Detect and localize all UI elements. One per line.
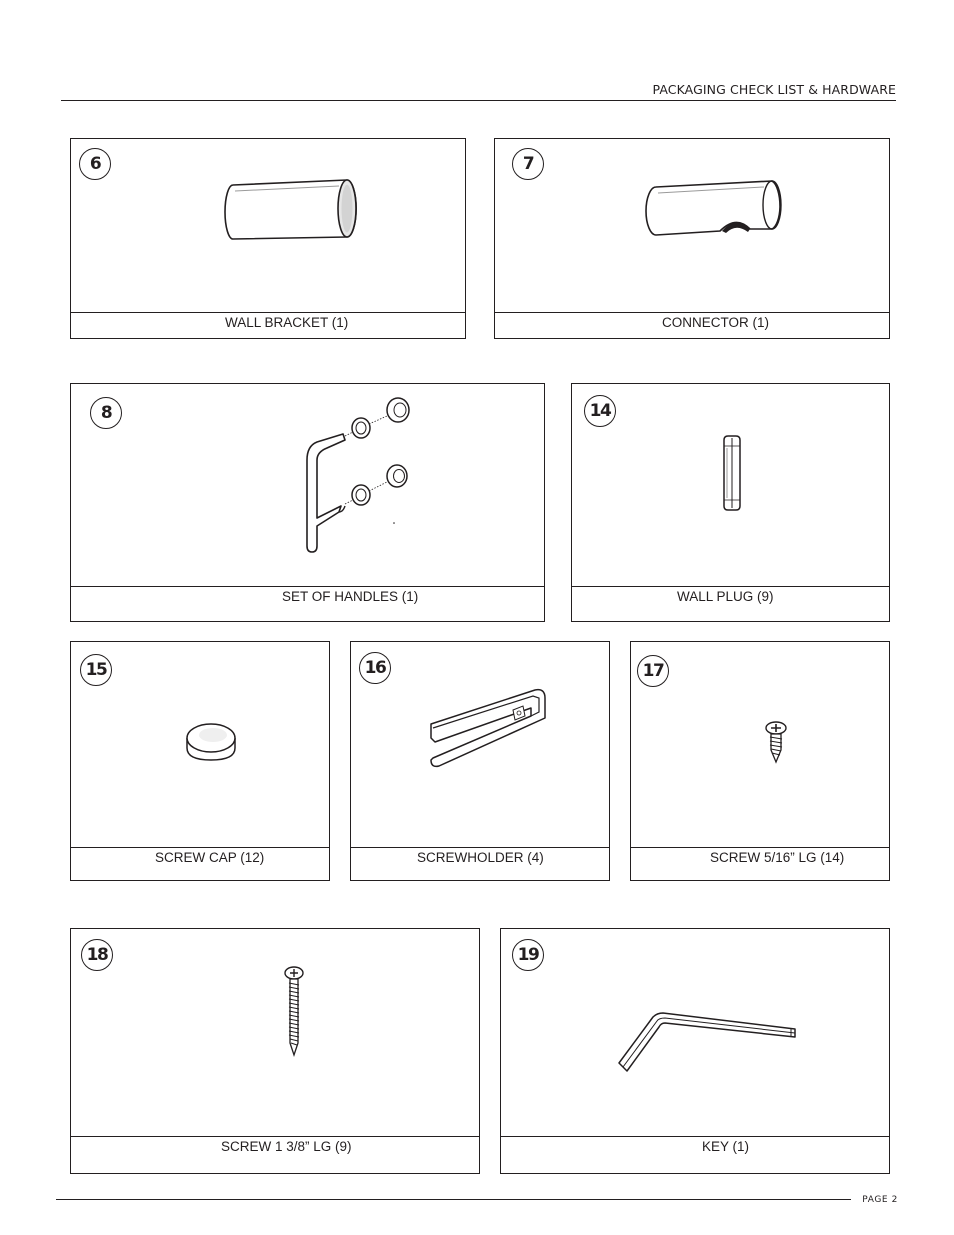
part-number-badge: 6 bbox=[79, 148, 111, 180]
part-card-long-screw bbox=[70, 928, 480, 1174]
handles-icon bbox=[299, 394, 419, 554]
short-screw-icon bbox=[763, 720, 789, 764]
part-card-hex-key bbox=[500, 928, 890, 1174]
part-card-screwholder bbox=[350, 641, 610, 881]
part-card-short-screw bbox=[630, 641, 890, 881]
part-card-screw-cap bbox=[70, 641, 330, 881]
header-divider bbox=[61, 100, 896, 101]
long-screw-icon bbox=[281, 965, 307, 1057]
connector-icon bbox=[640, 177, 800, 243]
hex-key-icon bbox=[615, 1009, 801, 1073]
part-number-badge: 8 bbox=[90, 397, 122, 429]
part-card-handles bbox=[70, 383, 545, 622]
part-card-wall-plug bbox=[571, 383, 890, 622]
part-number-badge: 7 bbox=[512, 148, 544, 180]
part-label: SCREW CAP (12) bbox=[71, 847, 329, 880]
screwholder-icon bbox=[427, 688, 553, 772]
part-label: SCREW 5/16” LG (14) bbox=[631, 847, 889, 880]
part-label: SCREW 1 3/8” LG (9) bbox=[71, 1136, 479, 1173]
screw-cap-icon bbox=[181, 718, 241, 764]
wall-bracket-icon bbox=[221, 175, 361, 245]
page-number: PAGE 2 bbox=[862, 1195, 898, 1205]
part-label: KEY (1) bbox=[501, 1136, 889, 1173]
part-card-wall-bracket bbox=[70, 138, 466, 339]
part-number-badge: 18 bbox=[81, 939, 113, 971]
wall-plug-icon bbox=[720, 434, 744, 514]
part-label: CONNECTOR (1) bbox=[495, 312, 889, 338]
part-card-connector bbox=[494, 138, 890, 339]
part-label: SCREWHOLDER (4) bbox=[351, 847, 609, 880]
part-label: WALL BRACKET (1) bbox=[71, 312, 465, 338]
part-number-badge: 19 bbox=[512, 939, 544, 971]
part-label: SET OF HANDLES (1) bbox=[71, 586, 544, 621]
part-label: WALL PLUG (9) bbox=[572, 586, 889, 621]
part-number-badge: 14 bbox=[584, 395, 616, 427]
part-number-badge: 15 bbox=[80, 654, 112, 686]
footer-divider bbox=[56, 1199, 851, 1200]
part-number-badge: 16 bbox=[359, 652, 391, 684]
page-header-title: PACKAGING CHECK LIST & HARDWARE bbox=[652, 82, 896, 97]
part-number-badge: 17 bbox=[637, 655, 669, 687]
